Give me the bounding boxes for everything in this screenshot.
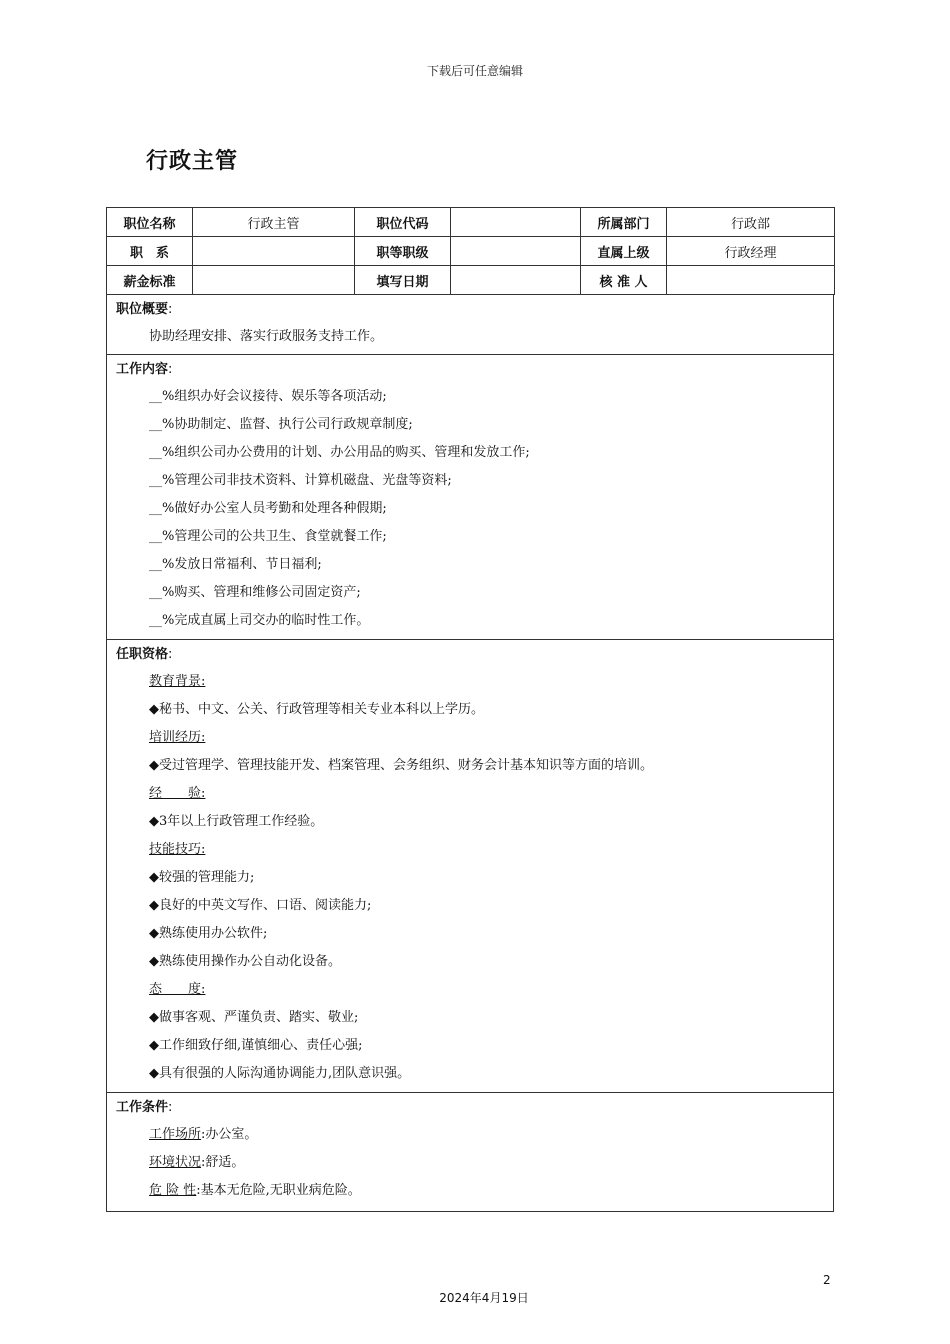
footer-date: 2024年4月19日 bbox=[439, 1291, 529, 1305]
grade-label: 职等职级 bbox=[355, 237, 451, 266]
duties-section bbox=[106, 355, 834, 640]
job-family-label: 职 系 bbox=[107, 237, 193, 266]
table-row bbox=[107, 266, 835, 295]
job-family-value bbox=[193, 237, 355, 266]
list-item: __%做好办公室人员考勤和处理各种假期; bbox=[149, 501, 387, 516]
supervisor-label: 直属上级 bbox=[581, 237, 667, 266]
list-item: __%发放日常福利、节日福利; bbox=[149, 557, 322, 572]
work-place-line: 工作场所:办公室。 bbox=[149, 1127, 258, 1142]
list-item: ◆3年以上行政管理工作经验。 bbox=[149, 814, 324, 829]
section-heading: 工作内容: bbox=[116, 362, 173, 377]
education-heading: 教育背景: bbox=[149, 674, 206, 689]
training-heading: 培训经历: bbox=[149, 730, 206, 745]
position-name-value: 行政主管 bbox=[193, 208, 355, 237]
list-item: ◆较强的管理能力; bbox=[149, 870, 255, 885]
list-item: ◆秘书、中文、公关、行政管理等相关专业本科以上学历。 bbox=[149, 702, 484, 717]
list-item: __%组织办好会议接待、娱乐等各项活动; bbox=[149, 389, 387, 404]
table-row bbox=[107, 237, 835, 266]
supervisor-value: 行政经理 bbox=[667, 237, 835, 266]
position-code-label: 职位代码 bbox=[355, 208, 451, 237]
section-heading: 职位概要: bbox=[116, 302, 173, 317]
list-item: ◆具有很强的人际沟通协调能力,团队意识强。 bbox=[149, 1066, 411, 1081]
header-note: 下载后可任意编辑 bbox=[426, 64, 523, 78]
fill-date-label: 填写日期 bbox=[355, 266, 451, 295]
list-item: __%协助制定、监督、执行公司行政规章制度; bbox=[149, 417, 413, 432]
experience-heading: 经 验: bbox=[149, 786, 206, 801]
approver-label: 核 准 人 bbox=[581, 266, 667, 295]
document-title: 行政主管 bbox=[146, 149, 239, 174]
fill-date-value bbox=[451, 266, 581, 295]
section-heading: 任职资格: bbox=[116, 647, 173, 662]
table-row bbox=[107, 208, 835, 237]
skills-heading: 技能技巧: bbox=[149, 842, 206, 857]
summary-text: 协助经理安排、落实行政服务支持工作。 bbox=[149, 329, 384, 344]
list-item: __%管理公司的公共卫生、食堂就餐工作; bbox=[149, 529, 387, 544]
grade-value bbox=[451, 237, 581, 266]
salary-value bbox=[193, 266, 355, 295]
list-item: ◆良好的中英文写作、口语、阅读能力; bbox=[149, 898, 372, 913]
list-item: __%组织公司办公费用的计划、办公用品的购买、管理和发放工作; bbox=[149, 445, 530, 460]
department-value: 行政部 bbox=[667, 208, 835, 237]
list-item: __%完成直属上司交办的临时性工作。 bbox=[149, 613, 370, 628]
environment-line: 环境状况:舒适。 bbox=[149, 1155, 245, 1170]
approver-value bbox=[667, 266, 835, 295]
qualifications-section bbox=[106, 640, 834, 1093]
position-code-value bbox=[451, 208, 581, 237]
conditions-section bbox=[106, 1093, 834, 1212]
risk-line: 危 险 性:基本无危险,无职业病危险。 bbox=[149, 1183, 361, 1198]
salary-label: 薪金标准 bbox=[107, 266, 193, 295]
position-name-label: 职位名称 bbox=[107, 208, 193, 237]
list-item: __%管理公司非技术资料、计算机磁盘、光盘等资料; bbox=[149, 473, 452, 488]
page-number: 2 bbox=[823, 1273, 831, 1287]
job-info-table bbox=[106, 207, 835, 295]
attitude-heading: 态 度: bbox=[149, 982, 206, 997]
list-item: ◆熟练使用操作办公自动化设备。 bbox=[149, 954, 341, 969]
list-item: __%购买、管理和维修公司固定资产; bbox=[149, 585, 361, 600]
list-item: ◆工作细致仔细,谨慎细心、责任心强; bbox=[149, 1038, 363, 1053]
summary-section bbox=[106, 295, 834, 355]
list-item: ◆熟练使用办公软件; bbox=[149, 926, 268, 941]
list-item: ◆做事客观、严谨负责、踏实、敬业; bbox=[149, 1010, 359, 1025]
list-item: ◆受过管理学、管理技能开发、档案管理、会务组织、财务会计基本知识等方面的培训。 bbox=[149, 758, 653, 773]
section-heading: 工作条件: bbox=[116, 1100, 173, 1115]
department-label: 所属部门 bbox=[581, 208, 667, 237]
